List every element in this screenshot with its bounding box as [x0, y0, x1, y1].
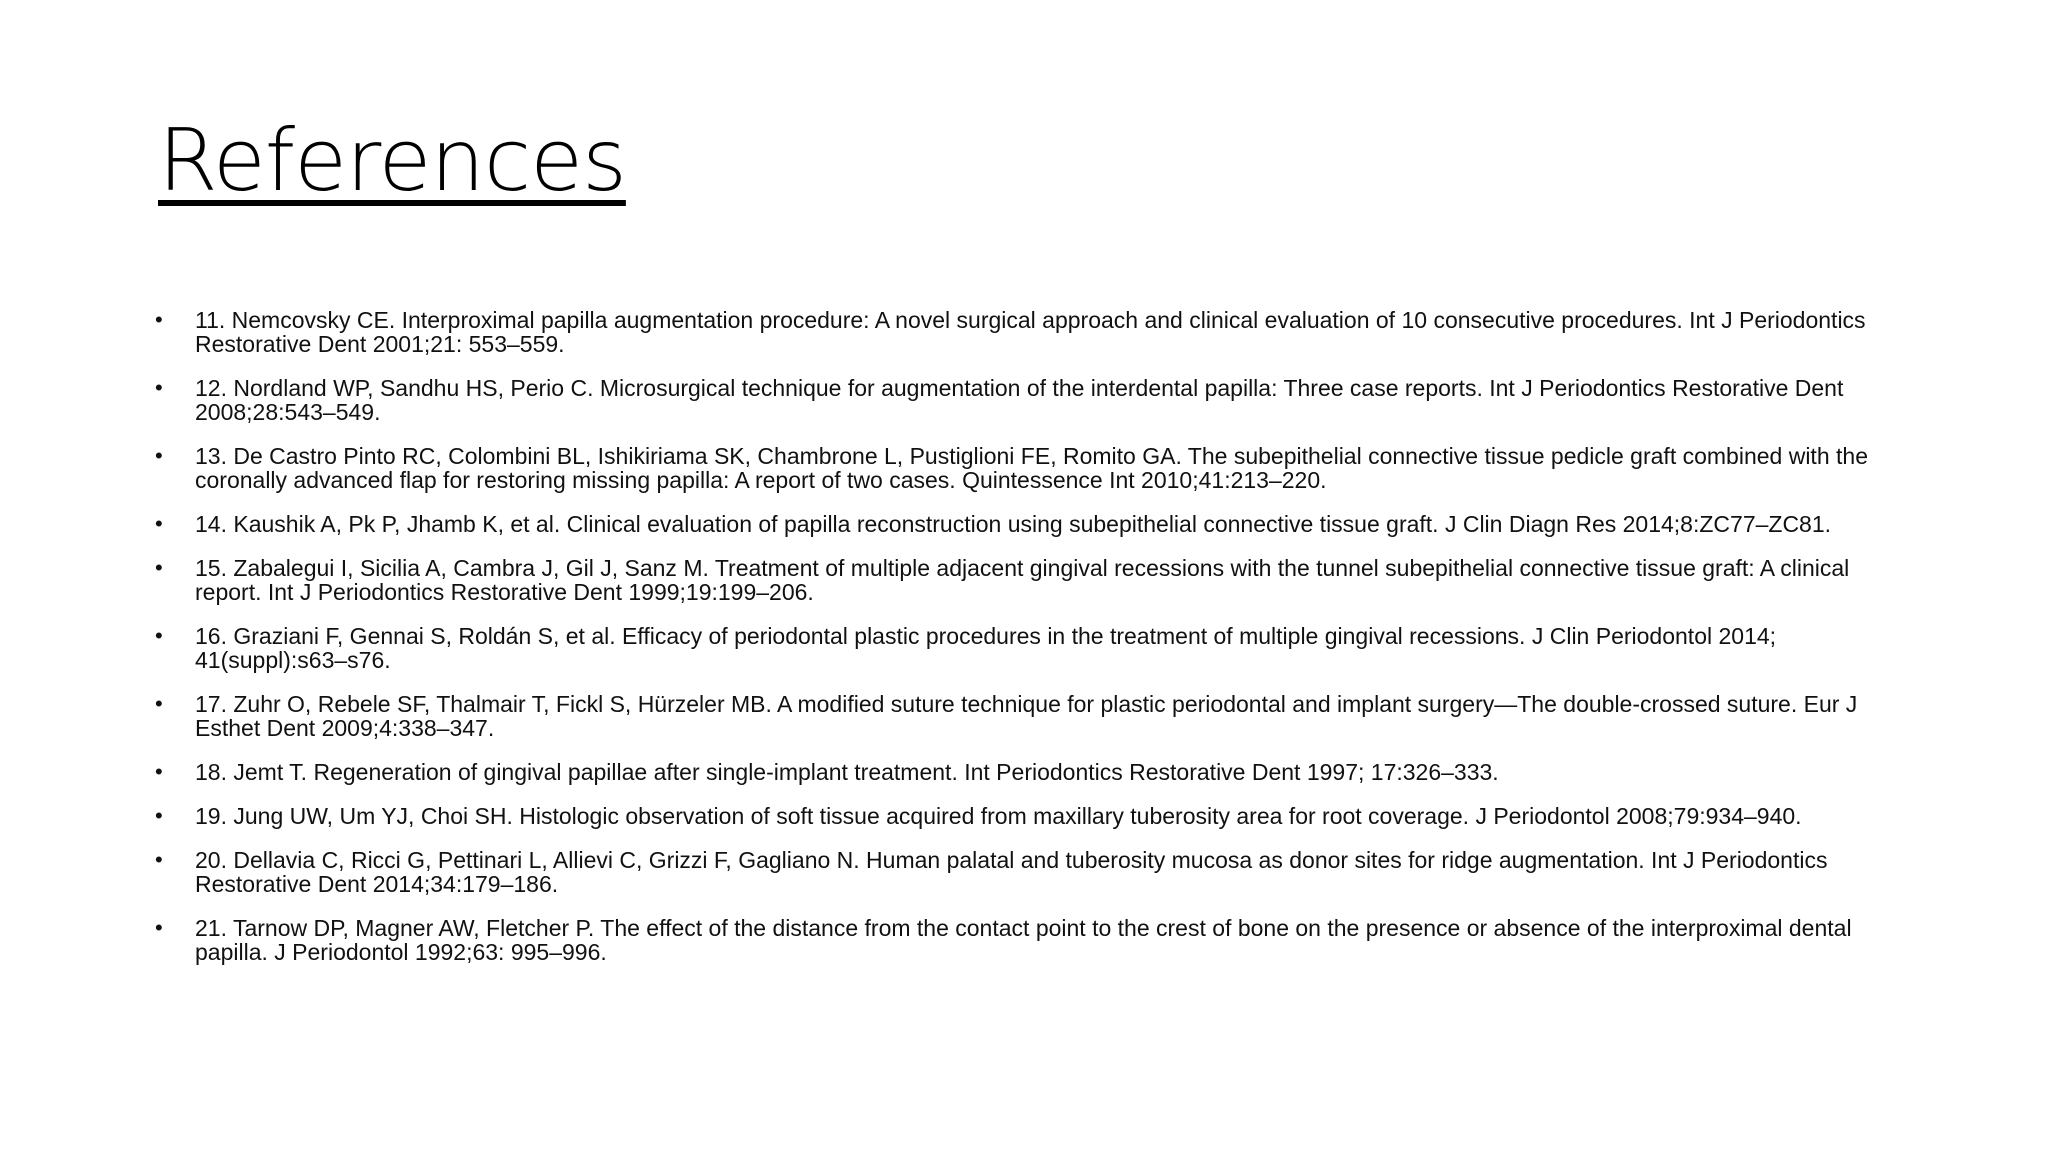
reference-text: 17. Zuhr O, Rebele SF, Thalmair T, Fickl S, Hürzeler MB. A modified suture technique for plastic periodontal and implant surgery—The double-crossed suture. Eur J Esthet Dent 2009;4:338–347. [195, 691, 1858, 741]
reference-item-13 [150, 444, 1920, 492]
reference-text: 15. Zabalegui I, Sicilia A, Cambra J, Gil J, Sanz M. Treatment of multiple adjacent gingival recessions with the tunnel subepithelial connective tissue graft: A clinical report. Int J Periodontics Restorative Dent 1999;19:199–206. [195, 555, 1850, 605]
reference-text: 13. De Castro Pinto RC, Colombini BL, Ishikiriama SK, Chambrone L, Pustiglioni FE, Romito GA. The subepithelial connective tissue pedicle graft combined with the coronally advanced flap for restoring missing papilla: A report of two cases. Quintessence Int 2010;41:213–220. [195, 443, 1868, 493]
bullet-icon: • [155, 443, 163, 468]
slide-title: References [158, 111, 626, 211]
reference-text: 12. Nordland WP, Sandhu HS, Perio C. Microsurgical technique for augmentation of the interdental papilla: Three case reports. Int J Periodontics Restorative Dent 2008;28:543–549. [195, 375, 1844, 425]
reference-text: 19. Jung UW, Um YJ, Choi SH. Histologic observation of soft tissue acquired from maxillary tuberosity area for root coverage. J Periodontol 2008;79:934–940. [195, 803, 1802, 829]
reference-text: 11. Nemcovsky CE. Interproximal papilla augmentation procedure: A novel surgical approach and clinical evaluation of 10 consecutive procedures. Int J Periodontics Restorative Dent 2001;21: 553–559. [195, 307, 1866, 357]
reference-item-17 [150, 692, 1920, 740]
reference-text: 14. Kaushik A, Pk P, Jhamb K, et al. Clinical evaluation of papilla reconstruction using subepithelial connective tissue graft. J Clin Diagn Res 2014;8:ZC77–ZC81. [195, 511, 1832, 537]
bullet-icon: • [155, 915, 163, 940]
reference-text: 20. Dellavia C, Ricci G, Pettinari L, Allievi C, Grizzi F, Gagliano N. Human palatal and tuberosity mucosa as donor sites for ridge augmentation. Int J Periodontics Restorative Dent 2014;34:179–186. [195, 847, 1828, 897]
bullet-icon: • [155, 307, 163, 332]
bullet-icon: • [155, 803, 163, 828]
reference-text: 16. Graziani F, Gennai S, Roldán S, et al. Efficacy of periodontal plastic procedures in the treatment of multiple gingival recessions. J Clin Periodontol 2014; 41(suppl):s63–s76. [195, 623, 1777, 673]
bullet-icon: • [155, 759, 163, 784]
bullet-icon: • [155, 623, 163, 648]
reference-item-15 [150, 556, 1920, 604]
reference-item-16 [150, 624, 1920, 672]
reference-list [150, 308, 1920, 984]
reference-item-11 [150, 308, 1920, 356]
reference-item-12 [150, 376, 1920, 424]
reference-item-18 [150, 760, 1920, 784]
reference-item-20 [150, 848, 1920, 896]
bullet-icon: • [155, 375, 163, 400]
bullet-icon: • [155, 511, 163, 536]
reference-text: 18. Jemt T. Regeneration of gingival papillae after single-implant treatment. Int Periodontics Restorative Dent 1997; 17:326–333. [195, 759, 1499, 785]
reference-text: 21. Tarnow DP, Magner AW, Fletcher P. The effect of the distance from the contact point to the crest of bone on the presence or absence of the interproximal dental papilla. J Periodontol 1992;63: 995–996. [195, 915, 1852, 965]
reference-item-14 [150, 512, 1920, 536]
bullet-icon: • [155, 691, 163, 716]
bullet-icon: • [155, 555, 163, 580]
reference-item-21 [150, 916, 1920, 964]
bullet-icon: • [155, 847, 163, 872]
reference-item-19 [150, 804, 1920, 828]
